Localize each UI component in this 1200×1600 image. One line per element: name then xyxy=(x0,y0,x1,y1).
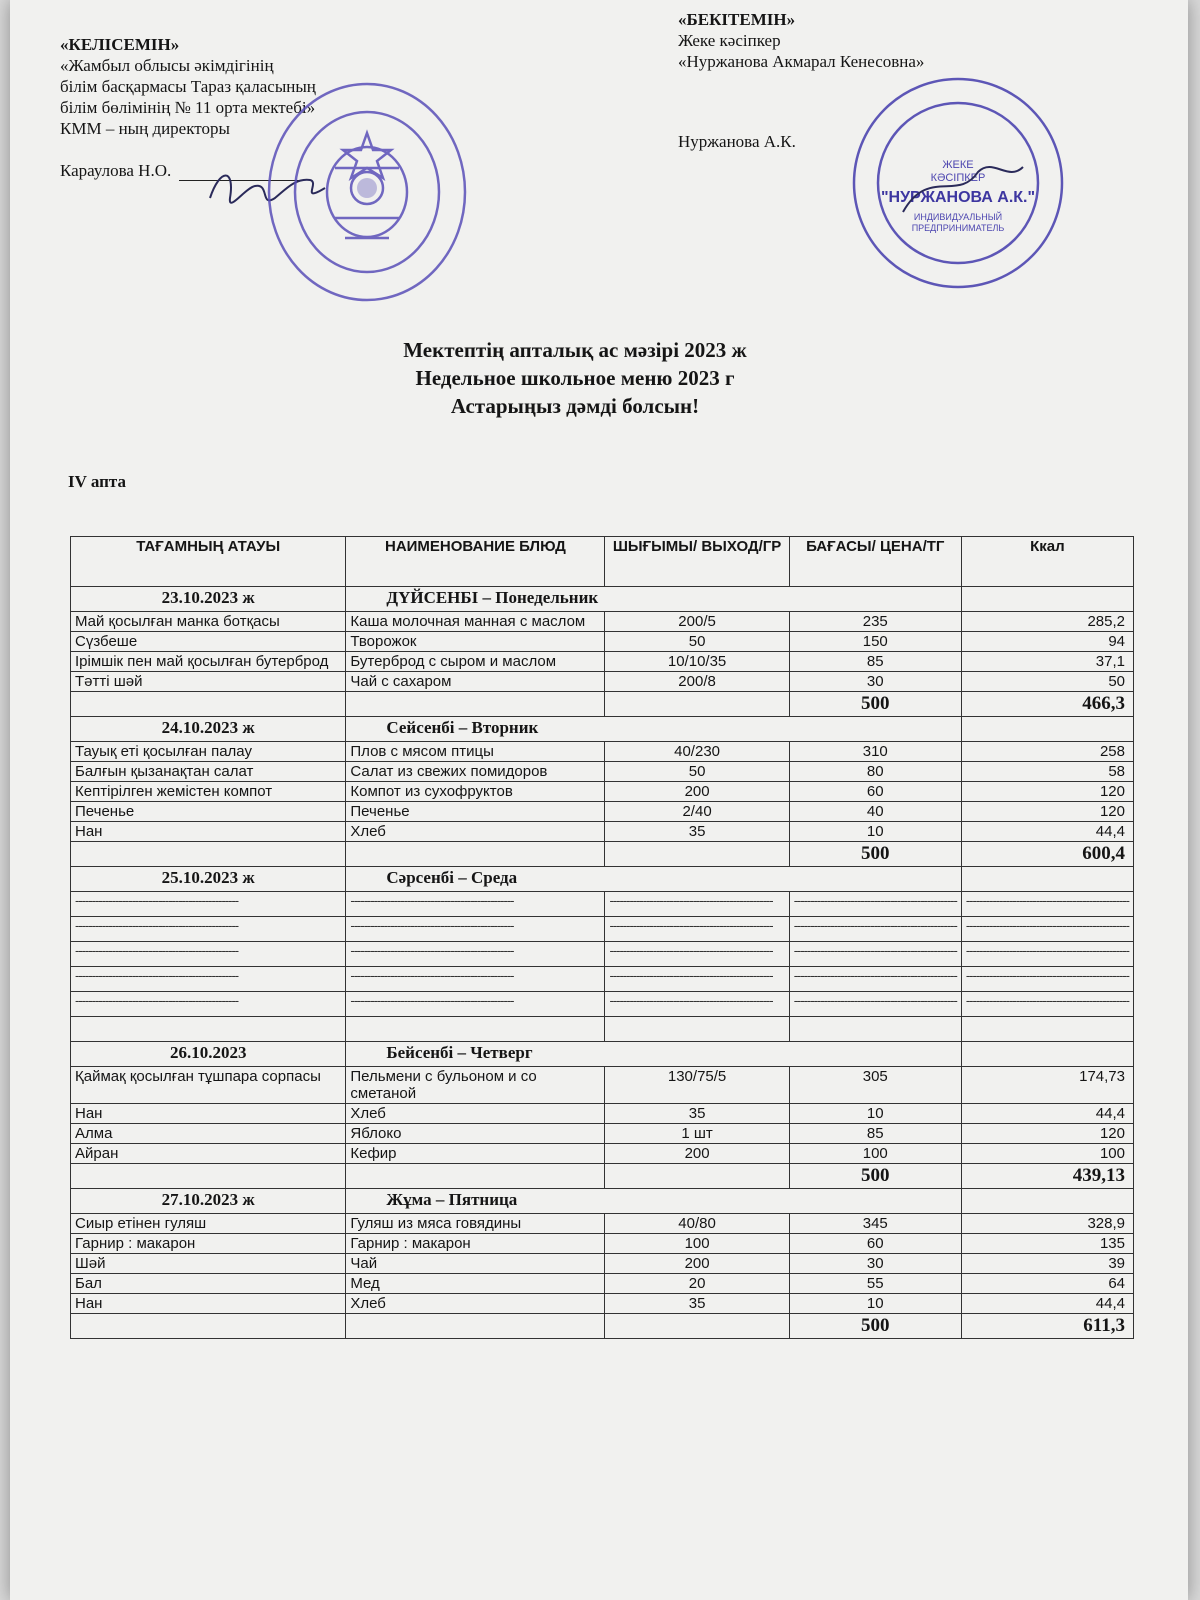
header-yield: ШЫҒЫМЫ/ ВЫХОД/ГР xyxy=(605,537,789,587)
title-line-ru: Недельное школьное меню 2023 г xyxy=(415,366,735,390)
dish-price: 40 xyxy=(789,802,961,822)
dish-name-ru: Каша молочная манная с маслом xyxy=(346,612,605,632)
total-kcal: 466,3 xyxy=(961,692,1133,717)
table-row xyxy=(71,782,1134,802)
document-page xyxy=(10,0,1188,1600)
table-body xyxy=(71,587,1134,1339)
table-row xyxy=(71,1274,1134,1294)
dash-placeholder: ------------------------------------------------- xyxy=(789,992,961,1017)
approval-right-line: «Нуржанова Акмарал Кенесовна» xyxy=(678,52,925,71)
dish-kcal: 64 xyxy=(961,1274,1133,1294)
empty-cell xyxy=(605,1314,789,1339)
dash-placeholder: ------------------------------------------------- xyxy=(71,892,346,917)
total-price: 500 xyxy=(789,692,961,717)
dish-name-ru: Гарнир : макарон xyxy=(346,1234,605,1254)
dish-price: 60 xyxy=(789,782,961,802)
dish-yield: 20 xyxy=(605,1274,789,1294)
table-row xyxy=(71,1234,1134,1254)
dash-placeholder: ------------------------------------------------- xyxy=(605,917,789,942)
table-row xyxy=(71,1124,1134,1144)
header-kcal: Ккал xyxy=(961,537,1133,587)
day-name: Сәрсенбі – Среда xyxy=(346,867,961,892)
dish-name-ru: Салат из свежих помидоров xyxy=(346,762,605,782)
table-row xyxy=(71,992,1134,1017)
dish-yield: 50 xyxy=(605,632,789,652)
dish-yield: 35 xyxy=(605,1294,789,1314)
table-row xyxy=(71,942,1134,967)
dish-name-kz: Кептірілген жемістен компот xyxy=(71,782,346,802)
table-row xyxy=(71,1144,1134,1164)
dish-yield: 50 xyxy=(605,762,789,782)
dish-kcal: 120 xyxy=(961,1124,1133,1144)
table-row xyxy=(71,652,1134,672)
menu-table xyxy=(70,536,1134,1339)
dish-kcal: 94 xyxy=(961,632,1133,652)
header-name-ru: НАИМЕНОВАНИЕ БЛЮД xyxy=(346,537,605,587)
table-row xyxy=(71,1254,1134,1274)
dish-kcal: 174,73 xyxy=(961,1067,1133,1104)
dish-name-kz: Нан xyxy=(71,1104,346,1124)
table-row xyxy=(71,892,1134,917)
dash-placeholder: ------------------------------------------------- xyxy=(961,917,1133,942)
dash-placeholder: ------------------------------------------------- xyxy=(789,892,961,917)
dish-price: 10 xyxy=(789,1294,961,1314)
dish-name-ru: Пельмени с бульоном и со сметаной xyxy=(346,1067,605,1104)
dish-price: 310 xyxy=(789,742,961,762)
empty-cell xyxy=(789,1017,961,1042)
dash-placeholder: ------------------------------------------------- xyxy=(961,942,1133,967)
approval-left-line: білім басқармасы Тараз қаласының xyxy=(60,77,316,96)
dish-yield: 2/40 xyxy=(605,802,789,822)
day-date: 24.10.2023 ж xyxy=(71,717,346,742)
dish-price: 10 xyxy=(789,822,961,842)
header-name-kz: ТАҒАМНЫҢ АТАУЫ xyxy=(71,537,346,587)
dish-kcal: 44,4 xyxy=(961,822,1133,842)
dish-yield: 35 xyxy=(605,822,789,842)
dish-name-kz: Бал xyxy=(71,1274,346,1294)
empty-cell xyxy=(71,1017,346,1042)
approval-right-heading: «БЕКІТЕМІН» xyxy=(678,10,796,29)
dish-price: 235 xyxy=(789,612,961,632)
dash-placeholder: ------------------------------------------------- xyxy=(346,917,605,942)
total-kcal: 439,13 xyxy=(961,1164,1133,1189)
dish-name-kz: Нан xyxy=(71,1294,346,1314)
approval-left-signer: Караулова Н.О. xyxy=(60,161,172,180)
dish-name-ru: Творожок xyxy=(346,632,605,652)
day-name: Сейсенбі – Вторник xyxy=(346,717,961,742)
dish-kcal: 258 xyxy=(961,742,1133,762)
dash-placeholder: ------------------------------------------------- xyxy=(605,967,789,992)
empty-cell xyxy=(71,692,346,717)
dish-kcal: 120 xyxy=(961,782,1133,802)
table-row xyxy=(71,967,1134,992)
approval-left-heading: «КЕЛІСЕМІН» xyxy=(60,35,180,54)
day-header-row xyxy=(71,587,1134,612)
empty-cell xyxy=(961,717,1133,742)
stamp-center-text: "НУРЖАНОВА А.К." xyxy=(880,189,1036,206)
approval-left-line: білім бөлімінің № 11 орта мектебі» xyxy=(60,98,316,117)
dish-price: 30 xyxy=(789,672,961,692)
dish-price: 55 xyxy=(789,1274,961,1294)
dish-kcal: 39 xyxy=(961,1254,1133,1274)
dish-name-kz: Сүзбеше xyxy=(71,632,346,652)
dish-price: 85 xyxy=(789,652,961,672)
day-name: Жұма – Пятница xyxy=(346,1189,961,1214)
title-line-wish: Астарыңыз дәмді болсын! xyxy=(450,394,700,418)
dish-name-kz: Нан xyxy=(71,822,346,842)
day-date: 25.10.2023 ж xyxy=(71,867,346,892)
dash-placeholder: ------------------------------------------------- xyxy=(789,942,961,967)
dish-name-kz: Қаймақ қосылған тұшпара сорпасы xyxy=(71,1067,346,1104)
dish-kcal: 44,4 xyxy=(961,1104,1133,1124)
total-row xyxy=(71,842,1134,867)
table-row xyxy=(71,672,1134,692)
total-kcal: 611,3 xyxy=(961,1314,1133,1339)
dish-yield: 35 xyxy=(605,1104,789,1124)
dash-placeholder: ------------------------------------------------- xyxy=(605,892,789,917)
empty-cell xyxy=(961,1189,1133,1214)
empty-cell xyxy=(346,692,605,717)
empty-cell xyxy=(605,692,789,717)
dish-price: 100 xyxy=(789,1144,961,1164)
title-line-kz: Мектептің апталық ас мәзірі 2023 ж xyxy=(403,338,747,362)
dish-name-ru: Хлеб xyxy=(346,822,605,842)
approval-right-signer: Нуржанова А.К. xyxy=(678,132,796,151)
dash-placeholder: ------------------------------------------------- xyxy=(346,892,605,917)
dish-kcal: 285,2 xyxy=(961,612,1133,632)
table-row xyxy=(71,762,1134,782)
dish-yield: 200 xyxy=(605,1144,789,1164)
dish-name-ru: Чай с сахаром xyxy=(346,672,605,692)
dish-name-kz: Тауық еті қосылған палау xyxy=(71,742,346,762)
dish-price: 30 xyxy=(789,1254,961,1274)
dish-name-ru: Бутерброд с сыром и маслом xyxy=(346,652,605,672)
dish-name-ru: Плов с мясом птицы xyxy=(346,742,605,762)
table-row xyxy=(71,1294,1134,1314)
dish-kcal: 328,9 xyxy=(961,1214,1133,1234)
table-row xyxy=(71,917,1134,942)
dish-name-kz: Шәй xyxy=(71,1254,346,1274)
total-price: 500 xyxy=(789,1164,961,1189)
dash-placeholder: ------------------------------------------------- xyxy=(346,967,605,992)
dish-name-ru: Кефир xyxy=(346,1144,605,1164)
approval-left-line: КММ – ның директоры xyxy=(60,119,230,138)
day-header-row xyxy=(71,1042,1134,1067)
table-row xyxy=(71,1214,1134,1234)
dish-name-ru: Гуляш из мяса говядины xyxy=(346,1214,605,1234)
dash-placeholder: ------------------------------------------------- xyxy=(961,967,1133,992)
dish-kcal: 50 xyxy=(961,672,1133,692)
table-row xyxy=(71,612,1134,632)
svg-text:ПРЕДПРИНИМАТЕЛЬ: ПРЕДПРИНИМАТЕЛЬ xyxy=(911,223,1005,233)
header-price: БАҒАСЫ/ ЦЕНА/ТГ xyxy=(789,537,961,587)
total-price: 500 xyxy=(789,842,961,867)
table-row xyxy=(71,822,1134,842)
dish-yield: 100 xyxy=(605,1234,789,1254)
table-row xyxy=(71,632,1134,652)
dish-kcal: 120 xyxy=(961,802,1133,822)
dish-kcal: 58 xyxy=(961,762,1133,782)
dish-name-kz: Гарнир : макарон xyxy=(71,1234,346,1254)
total-row xyxy=(71,692,1134,717)
dish-price: 345 xyxy=(789,1214,961,1234)
dish-yield: 200/8 xyxy=(605,672,789,692)
dish-name-kz: Май қосылған манка ботқасы xyxy=(71,612,346,632)
empty-cell xyxy=(346,842,605,867)
dish-yield: 1 шт xyxy=(605,1124,789,1144)
empty-cell xyxy=(605,1017,789,1042)
empty-cell xyxy=(605,842,789,867)
dish-yield: 40/230 xyxy=(605,742,789,762)
dash-placeholder: ------------------------------------------------- xyxy=(789,967,961,992)
empty-cell xyxy=(71,1314,346,1339)
dish-yield: 40/80 xyxy=(605,1214,789,1234)
dash-placeholder: ------------------------------------------------- xyxy=(71,967,346,992)
menu-title xyxy=(10,336,1140,420)
day-header-row xyxy=(71,717,1134,742)
dish-price: 305 xyxy=(789,1067,961,1104)
total-row xyxy=(71,1164,1134,1189)
dish-name-ru: Хлеб xyxy=(346,1294,605,1314)
dish-name-ru: Яблоко xyxy=(346,1124,605,1144)
school-seal-icon xyxy=(265,78,470,306)
table-row xyxy=(71,1104,1134,1124)
empty-cell xyxy=(961,867,1133,892)
day-header-row xyxy=(71,1189,1134,1214)
dish-name-ru: Компот из сухофруктов xyxy=(346,782,605,802)
dish-kcal: 100 xyxy=(961,1144,1133,1164)
dash-placeholder: ------------------------------------------------- xyxy=(346,992,605,1017)
dish-yield: 10/10/35 xyxy=(605,652,789,672)
dash-placeholder: ------------------------------------------------- xyxy=(71,917,346,942)
dish-name-kz: Тәтті шәй xyxy=(71,672,346,692)
dish-yield: 200/5 xyxy=(605,612,789,632)
approval-right-line: Жеке кәсіпкер xyxy=(678,31,781,50)
dish-name-kz: Алма xyxy=(71,1124,346,1144)
dish-name-ru: Печенье xyxy=(346,802,605,822)
dish-price: 10 xyxy=(789,1104,961,1124)
table-row xyxy=(71,1067,1134,1104)
approval-left-line: «Жамбыл облысы әкімдігінің xyxy=(60,56,274,75)
entrepreneur-seal-icon xyxy=(848,72,1068,294)
dish-name-kz: Печенье xyxy=(71,802,346,822)
total-row xyxy=(71,1017,1134,1042)
table-row xyxy=(71,742,1134,762)
dish-kcal: 37,1 xyxy=(961,652,1133,672)
dish-name-ru: Мед xyxy=(346,1274,605,1294)
dash-placeholder: ------------------------------------------------- xyxy=(71,992,346,1017)
dish-kcal: 44,4 xyxy=(961,1294,1133,1314)
dish-name-ru: Хлеб xyxy=(346,1104,605,1124)
table-header-row xyxy=(71,537,1134,587)
day-header-row xyxy=(71,867,1134,892)
week-label: IV апта xyxy=(68,472,126,491)
empty-cell xyxy=(71,1164,346,1189)
total-row xyxy=(71,1314,1134,1339)
dash-placeholder: ------------------------------------------------- xyxy=(961,892,1133,917)
dish-price: 150 xyxy=(789,632,961,652)
table-row xyxy=(71,802,1134,822)
empty-cell xyxy=(346,1017,605,1042)
dish-name-kz: Балғын қызанақтан салат xyxy=(71,762,346,782)
empty-cell xyxy=(346,1314,605,1339)
dish-name-kz: Ірімшік пен май қосылған бутерброд xyxy=(71,652,346,672)
empty-cell xyxy=(961,1017,1133,1042)
dash-placeholder: ------------------------------------------------- xyxy=(605,942,789,967)
day-date: 26.10.2023 xyxy=(71,1042,346,1067)
dash-placeholder: ------------------------------------------------- xyxy=(71,942,346,967)
dish-yield: 200 xyxy=(605,1254,789,1274)
empty-cell xyxy=(346,1164,605,1189)
dish-name-kz: Сиыр етінен гуляш xyxy=(71,1214,346,1234)
dash-placeholder: ------------------------------------------------- xyxy=(789,917,961,942)
total-kcal: 600,4 xyxy=(961,842,1133,867)
day-date: 23.10.2023 ж xyxy=(71,587,346,612)
dish-name-ru: Чай xyxy=(346,1254,605,1274)
dish-kcal: 135 xyxy=(961,1234,1133,1254)
empty-cell xyxy=(605,1164,789,1189)
dish-name-kz: Айран xyxy=(71,1144,346,1164)
empty-cell xyxy=(961,587,1133,612)
dish-price: 80 xyxy=(789,762,961,782)
dish-price: 85 xyxy=(789,1124,961,1144)
empty-cell xyxy=(961,1042,1133,1067)
dash-placeholder: ------------------------------------------------- xyxy=(605,992,789,1017)
dish-yield: 200 xyxy=(605,782,789,802)
dash-placeholder: ------------------------------------------------- xyxy=(961,992,1133,1017)
svg-text:КӘСІПКЕР: КӘСІПКЕР xyxy=(930,172,986,184)
dash-placeholder: ------------------------------------------------- xyxy=(346,942,605,967)
day-date: 27.10.2023 ж xyxy=(71,1189,346,1214)
dish-price: 60 xyxy=(789,1234,961,1254)
svg-text:ЖЕКЕ: ЖЕКЕ xyxy=(942,159,974,171)
svg-text:ИНДИВИДУАЛЬНЫЙ: ИНДИВИДУАЛЬНЫЙ xyxy=(913,212,1003,222)
day-name: Бейсенбі – Четверг xyxy=(346,1042,961,1067)
day-name: ДҮЙСЕНБІ – Понедельник xyxy=(346,587,961,612)
dish-yield: 130/75/5 xyxy=(605,1067,789,1104)
empty-cell xyxy=(71,842,346,867)
total-price: 500 xyxy=(789,1314,961,1339)
